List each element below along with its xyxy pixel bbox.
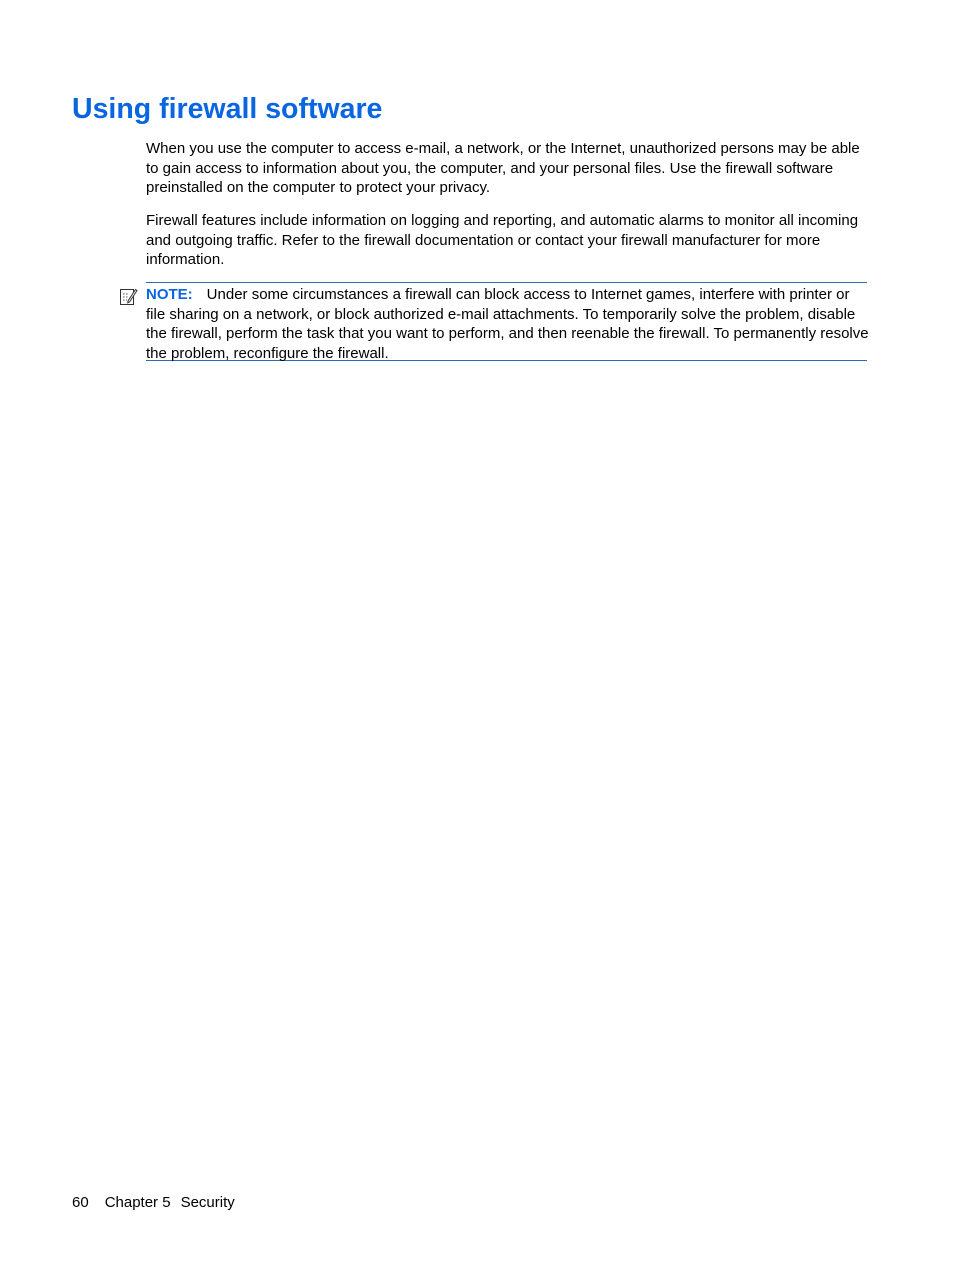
footer-section: Security [180, 1194, 235, 1211]
paragraph-features: Firewall features include information on logging and reporting, and automatic alarms to monitor all incoming and outgoing traffic. Refer to the firewall documentation or contact your firewall manufacturer for more information. [146, 212, 859, 269]
note-text: Under some circumstances a firewall can block access to Internet games, interfere with printer or file sharing on a network, or block authorized e-mail attachments. To temporarily solve the problem, disable the firewall, perform the task that you want to perform, and then reenable the firewall. To permanently resolve the problem, reconfigure the firewall. [146, 286, 869, 362]
page-footer [72, 1193, 235, 1212]
footer-chapter: Chapter 5 [104, 1194, 171, 1211]
page-number: 60 [72, 1194, 89, 1211]
note-box [146, 282, 867, 361]
note-label: NOTE: [146, 286, 193, 303]
page-title: Using firewall software [72, 93, 383, 125]
paragraph-intro: When you use the computer to access e-mail, a network, or the Internet, unauthorized persons may be able to gain access to information about you, the computer, and your personal files. Use the firewall software preinstalled on the computer to protect your privacy. [146, 140, 860, 197]
note-pencil-icon [119, 287, 138, 306]
